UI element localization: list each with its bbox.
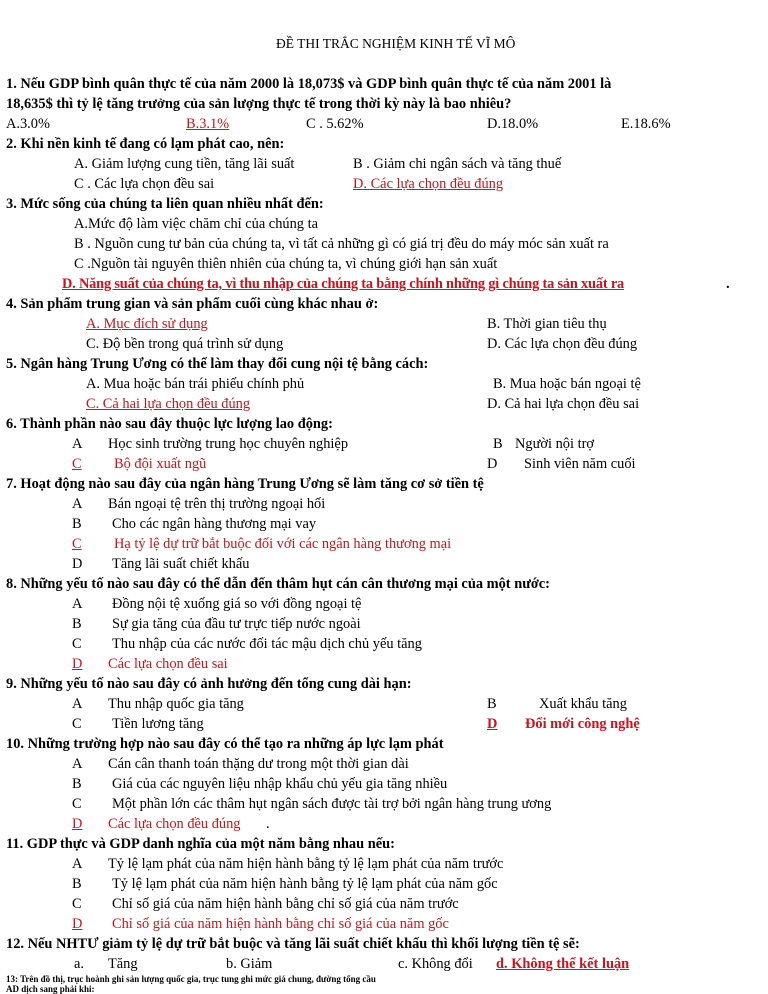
q5-option-c-answer[interactable]: C. Cả hai lựa chọn đều đúng (86, 396, 251, 412)
q2-option-d-answer[interactable]: D. Các lựa chọn đều đúng (353, 176, 504, 192)
q9-option-b[interactable]: Xuất khẩu tăng (539, 696, 627, 712)
q10-letter-c: C (72, 796, 82, 812)
question-1-line-1: 1. Nếu GDP bình quân thực tế của năm 2000 là 18,073$ và GDP bình quân thực tế của năm 2001 là (6, 76, 612, 92)
q11-option-c[interactable]: Chỉ số giá của năm hiện hành bằng chỉ số giá của năm trước (112, 896, 459, 912)
q6-letter-b: B (493, 436, 503, 452)
q11-letter-b: B (72, 876, 82, 892)
q10-letter-d: D (72, 816, 83, 832)
q7-option-a[interactable]: Bán ngoại tệ trên thị trường ngoại hối (108, 496, 326, 512)
q7-answer-c[interactable] (72, 534, 520, 554)
q11-option-d: Chỉ số giá của năm hiện hành bằng chỉ số giá của năm gốc (112, 916, 449, 932)
q8-answer-d[interactable] (72, 654, 252, 674)
q10-option-c[interactable]: Một phần lớn các thâm hụt ngân sách được tài trợ bởi ngân hàng trung ương (112, 796, 552, 812)
q8-option-b-row (0, 614, 768, 634)
q8-option-d-row (0, 654, 768, 674)
q11-answer-d[interactable] (72, 914, 514, 934)
q12-option-a[interactable]: Tăng (108, 956, 138, 972)
q11-letter-d: D (72, 916, 83, 932)
q7-option-a-row (0, 494, 768, 514)
question-3: 3. Mức sống của chúng ta liên quan nhiều nhất đến: (6, 196, 324, 212)
q10-letter-a: A (72, 756, 83, 772)
q12-option-d-answer[interactable]: d. Không thể kết luận (496, 956, 630, 972)
question-4-options-row-2 (0, 334, 768, 354)
q10-option-d-row: D Các lựa chọn đều đúng . (72, 816, 270, 832)
q3-option-a-row (0, 214, 768, 234)
question-5-options-row-2 (0, 394, 768, 414)
q5-option-b[interactable]: B. Mua hoặc bán ngoại tệ (493, 376, 641, 392)
question-1-line-2: 18,635$ thì tỷ lệ tăng trưởng của sản lượng thực tế trong thời kỳ này là bao nhiêu? (6, 96, 512, 112)
q8-option-d: Các lựa chọn đều sai (108, 656, 228, 672)
q8-option-a[interactable]: Đồng nội tệ xuống giá so với đồng ngoại tệ (112, 596, 362, 612)
q6-letter-c: C (72, 456, 82, 472)
q6-option-d[interactable]: Sinh viên năm cuối (524, 456, 636, 472)
question-5: 5. Ngân hàng Trung Ương có thể làm thay đổi cung nội tệ bằng cách: (6, 356, 429, 372)
q3-option-c-row (0, 254, 768, 274)
question-5-options-row-1 (0, 374, 768, 394)
q7-option-b-row (0, 514, 768, 534)
question-13-line-1: 13: Trên đồ thị, trục hoành ghi sản lượng quốc gia, trục tung ghi mức giá chung, đường tổng cầu (6, 974, 376, 984)
q5-option-d[interactable]: D. Cả hai lựa chọn đều sai (487, 396, 640, 412)
q3-option-b-row (0, 234, 768, 254)
q9-option-c[interactable]: Tiền lương tăng (112, 716, 204, 732)
q9-letter-b: B (487, 696, 497, 712)
question-9: 9. Những yếu tố nào sau đây có ảnh hưởng đến tổng cung dài hạn: (6, 676, 412, 692)
q4-option-d[interactable]: D. Các lựa chọn đều đúng (487, 336, 638, 352)
q2-option-b[interactable]: B . Giảm chi ngân sách và tăng thuế (353, 156, 562, 172)
question-2-options-row-1 (0, 154, 768, 174)
q6-letter-d: D (487, 456, 498, 472)
q6-letter-a: A (72, 436, 83, 452)
q1-option-e[interactable]: E.18.6% (621, 116, 671, 132)
question-12-options (0, 954, 768, 974)
question-9-options-row-1 (0, 694, 768, 714)
q8-letter-b: B (72, 616, 82, 632)
q10-option-b[interactable]: Giá của các nguyên liệu nhập khẩu chủ yếu gia tăng nhiều (112, 776, 448, 792)
q7-letter-c: C (72, 536, 82, 552)
q9-option-a[interactable]: Thu nhập quốc gia tăng (108, 696, 244, 712)
q7-option-c-row (0, 534, 768, 554)
q10-option-a[interactable]: Cán cân thanh toán thặng dư trong một thời gian dài (108, 756, 409, 772)
q10-option-c-row (0, 794, 768, 814)
q3-option-d-row: D. Năng suất của chúng ta, vì thu nhập của chúng ta bằng chính những gì chúng ta sản xuất ra . (62, 276, 730, 292)
q4-option-a-answer[interactable]: A. Mục đích sử dụng (86, 316, 208, 332)
question-4-options-row-1 (0, 314, 768, 334)
q8-letter-c: C (72, 636, 82, 652)
q11-option-b-row (0, 874, 768, 894)
q8-option-a-row (0, 594, 768, 614)
q2-option-a[interactable]: A. Giảm lượng cung tiền, tăng lãi suất (74, 156, 295, 172)
q3-option-b[interactable]: B . Nguồn cung tư bản của chúng ta, vì tất cả những gì có giá trị đều do máy móc sản xuất ra (74, 236, 609, 252)
question-6-options-row-1 (0, 434, 768, 454)
question-2-options-row-2 (0, 174, 768, 194)
q7-option-b[interactable]: Cho các ngân hàng thương mại vay (112, 516, 317, 532)
q8-letter-a: A (72, 596, 83, 612)
q12-option-b[interactable]: b. Giảm (226, 956, 273, 972)
q1-option-d[interactable]: D.18.0% (487, 116, 539, 132)
question-4: 4. Sản phẩm trung gian và sản phẩm cuối cùng khác nhau ở: (6, 296, 379, 312)
q11-option-d-row (0, 914, 768, 934)
q6-option-c: Bộ đội xuất ngũ (114, 456, 207, 472)
q8-option-c-row (0, 634, 768, 654)
q6-option-b[interactable]: Người nội trợ (515, 436, 594, 452)
q9-answer-d[interactable] (487, 714, 653, 734)
q10-option-b-row (0, 774, 768, 794)
q5-option-a[interactable]: A. Mua hoặc bán trái phiếu chính phủ (86, 376, 305, 392)
question-13-line-2: AD dịch sang phải khi: (6, 984, 95, 994)
q11-option-c-row (0, 894, 768, 914)
q11-option-a[interactable]: Tỷ lệ lạm phát của năm hiện hành bằng tỷ lệ lạm phát của năm trước (108, 856, 504, 872)
q4-option-b[interactable]: B. Thời gian tiêu thụ (487, 316, 607, 332)
q9-option-d: Đổi mới công nghệ (525, 716, 640, 732)
q1-option-c[interactable]: C . 5.62% (306, 116, 364, 132)
question-7: 7. Hoạt động nào sau đây của ngân hàng Trung Ương sẽ làm tăng cơ sở tiền tệ (6, 476, 484, 492)
question-2: 2. Khi nền kinh tế đang có lạm phát cao, nên: (6, 136, 285, 152)
q7-letter-a: A (72, 496, 83, 512)
question-9-options-row-2 (0, 714, 768, 734)
q1-option-b-answer[interactable]: B.3.1% (186, 116, 230, 132)
question-1-options (0, 114, 768, 134)
question-11: 11. GDP thực và GDP danh nghĩa của một năm bằng nhau nếu: (6, 836, 395, 852)
q2-option-c[interactable]: C . Các lựa chọn đều sai (74, 176, 215, 192)
question-8: 8. Những yếu tố nào sau đây có thể dẫn đến thâm hụt cán cân thương mại của một nước: (6, 576, 550, 592)
q9-letter-c: C (72, 716, 82, 732)
q12-letter-a: a. (74, 956, 84, 972)
q11-letter-c: C (72, 896, 82, 912)
q7-option-d[interactable]: Tăng lãi suất chiết khấu (112, 556, 250, 572)
q11-letter-a: A (72, 856, 83, 872)
q3-option-a[interactable]: A.Mức độ làm việc chăm chỉ của chúng ta (74, 216, 318, 232)
q7-letter-d: D (72, 556, 83, 572)
document-title: ĐỀ THI TRẮC NGHIỆM KINH TẾ VĨ MÔ (276, 36, 516, 51)
q10-answer-d[interactable] (72, 814, 266, 834)
q8-option-c[interactable]: Thu nhập của các nước đối tác mậu dịch chủ yếu tăng (112, 636, 422, 652)
q10-option-d: Các lựa chọn đều đúng (108, 816, 241, 832)
q6-answer-c[interactable] (72, 454, 224, 474)
q7-option-d-row (0, 554, 768, 574)
q9-letter-d: D (487, 716, 498, 732)
q10-option-a-row (0, 754, 768, 774)
question-6-options-row-2 (0, 454, 768, 474)
q12-option-c[interactable]: c. Không đổi (398, 956, 473, 972)
q3-option-c[interactable]: C .Nguồn tài nguyên thiên nhiên của chúng ta, vì chúng giới hạn sản xuất (74, 256, 498, 272)
question-12: 12. Nếu NHTƯ giảm tỷ lệ dự trữ bắt buộc và tăng lãi suất chiết khấu thì khối lượng tiền tệ sẽ: (6, 936, 580, 952)
q10-letter-b: B (72, 776, 82, 792)
q11-option-b[interactable]: Tỷ lệ lạm phát của năm hiện hành bằng tỷ lệ lạm phát của năm gốc (112, 876, 498, 892)
q8-letter-d: D (72, 656, 83, 672)
q4-option-c[interactable]: C. Độ bền trong quá trình sử dụng (86, 336, 284, 352)
q3-option-d-answer[interactable]: D. Năng suất của chúng ta, vì thu nhập của chúng ta bằng chính những gì chúng ta sản xuất ra (62, 276, 625, 292)
q9-letter-a: A (72, 696, 83, 712)
q7-option-c: Hạ tỷ lệ dự trữ bắt buộc đối với các ngân hàng thương mại (114, 536, 452, 552)
q7-letter-b: B (72, 516, 82, 532)
question-10: 10. Những trường hợp nào sau đây có thể tạo ra những áp lực lạm phát (6, 736, 444, 752)
q8-option-b[interactable]: Sự gia tăng của đầu tư trực tiếp nước ngoài (112, 616, 361, 632)
q1-option-a[interactable]: A.3.0% (6, 116, 50, 132)
question-6: 6. Thành phần nào sau đây thuộc lực lượng lao động: (6, 416, 333, 432)
q6-option-a[interactable]: Học sinh trường trung học chuyên nghiệp (108, 436, 349, 452)
q11-option-a-row (0, 854, 768, 874)
